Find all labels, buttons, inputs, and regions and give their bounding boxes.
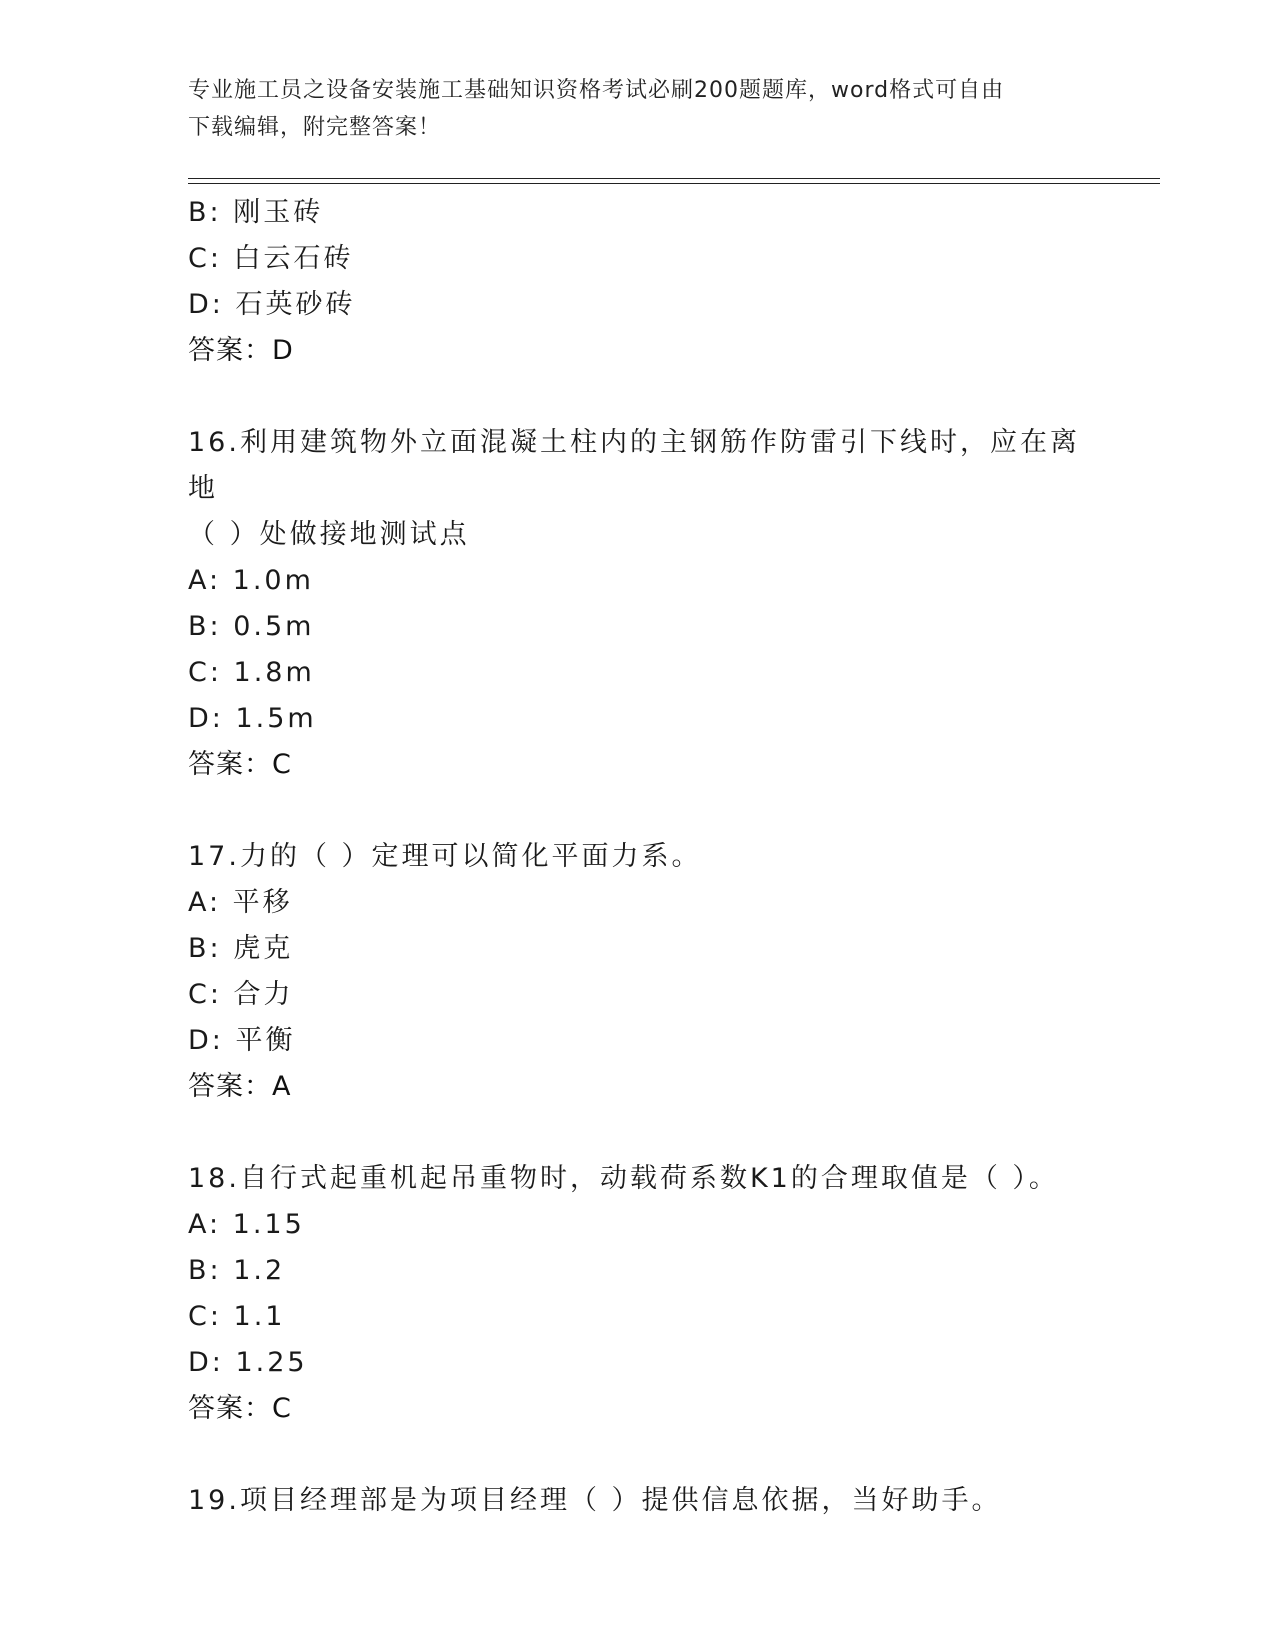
- question-stem: 19.项目经理部是为项目经理（ ）提供信息依据，当好助手。: [188, 1485, 1002, 1516]
- question-stem: 18.自行式起重机起吊重物时，动载荷系数K1的合理取值是（ ）。: [188, 1163, 1059, 1194]
- document-header: [188, 72, 1088, 146]
- option-b: B: 0.5m: [188, 611, 315, 642]
- option-a: A: 1.0m: [188, 565, 314, 596]
- option-c: C: 1.1: [188, 1301, 286, 1332]
- option-b: B: 刚玉砖: [188, 197, 324, 228]
- spacer: [188, 1110, 1088, 1156]
- option-c: C: 1.8m: [188, 657, 315, 688]
- question-19: [188, 1478, 1088, 1524]
- question-17: [188, 834, 1088, 1110]
- question-18: [188, 1156, 1088, 1432]
- spacer: [188, 374, 1088, 420]
- question-16: [188, 420, 1088, 788]
- question-15-continued: [188, 190, 1088, 374]
- spacer: [188, 1432, 1088, 1478]
- option-d: D: 1.25: [188, 1347, 308, 1378]
- option-d: D: 1.5m: [188, 703, 317, 734]
- question-stem-continued: （ ）处做接地测试点: [188, 519, 470, 550]
- question-stem: 17.力的（ ）定理可以简化平面力系。: [188, 841, 702, 872]
- header-line-2: 下载编辑，附完整答案！: [188, 115, 442, 140]
- option-d: D: 平衡: [188, 1025, 296, 1056]
- option-b: B: 虎克: [188, 933, 294, 964]
- question-list: [188, 190, 1088, 1524]
- option-b: B: 1.2: [188, 1255, 286, 1286]
- option-a: A: 1.15: [188, 1209, 305, 1240]
- spacer: [188, 788, 1088, 834]
- option-c: C: 合力: [188, 979, 294, 1010]
- answer: 答案：A: [188, 1071, 292, 1102]
- option-c: C: 白云石砖: [188, 243, 354, 274]
- question-stem: 16.利用建筑物外立面混凝土柱内的主钢筋作防雷引下线时，应在离地: [188, 427, 1080, 504]
- header-line-1: 专业施工员之设备安装施工基础知识资格考试必刷200题题库，word格式可自由: [188, 78, 1005, 103]
- answer: 答案：C: [188, 1393, 292, 1424]
- answer: 答案：C: [188, 749, 292, 780]
- option-d: D: 石英砂砖: [188, 289, 356, 320]
- header-divider: [188, 178, 1160, 184]
- answer: 答案：D: [188, 335, 294, 366]
- option-a: A: 平移: [188, 887, 293, 918]
